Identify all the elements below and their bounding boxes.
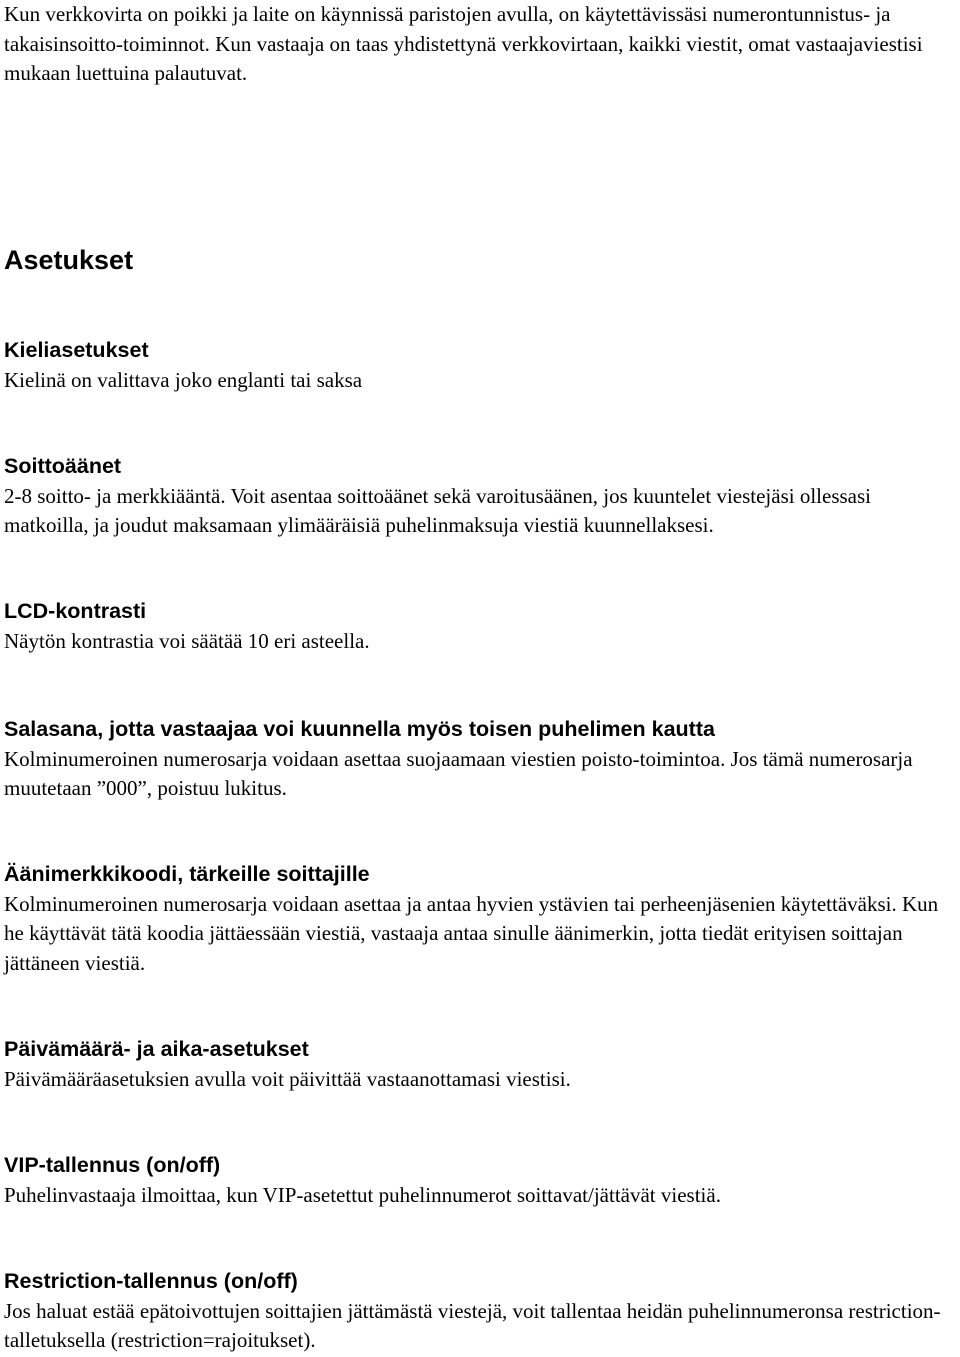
section-password (4, 715, 958, 804)
section-heading-password: Salasana, jotta vastaajaa voi kuunnella myös toisen puhelimen kautta (4, 717, 715, 741)
section-body-language: Kielinä on valittava joko englanti tai saksa (4, 367, 363, 392)
section-body-ringtones: 2-8 soitto- ja merkkiääntä. Voit asentaa soittoäänet sekä varoitusäänen, jos kuuntelet viestejäsi ollessasi matkoilla, ja joudut maksamaan ylimääräisiä puhelinmaksuja viestiä kuunnellaksesi. (4, 483, 871, 537)
section-date-time (4, 1035, 958, 1094)
section-body-beep-code: Kolminumeroinen numerosarja voidaan asettaa ja antaa hyvien ystävien tai perheenjäsenien käytettäväksi. Kun he käyttävät tätä koodia jättäessään viestiä, vastaaja antaa sinulle äänimerkin, jotta tiedät erityisen soittajan jättäneen viestiä. (4, 891, 939, 975)
section-body-password: Kolminumeroinen numerosarja voidaan asettaa suojaamaan viestien poisto-toimintoa. Jos tämä numerosarja muutetaan ”000”, poistuu lukitus. (4, 746, 913, 800)
section-vip (4, 1151, 958, 1210)
section-body-restriction: Jos haluat estää epätoivottujen soittajien jättämästä viestejä, voit tallentaa heidän puhelinnumeronsa restriction-talletuksella (restriction=rajoitukset). (4, 1298, 941, 1352)
main-heading-block (4, 244, 958, 276)
section-heading-vip: VIP-tallennus (on/off) (4, 1153, 221, 1177)
section-restriction (4, 1267, 958, 1356)
section-heading-beep-code: Äänimerkkikoodi, tärkeille soittajille (4, 862, 370, 886)
section-heading-lcd-contrast: LCD-kontrasti (4, 599, 147, 623)
main-heading: Asetukset (4, 245, 134, 275)
section-heading-restriction: Restriction-tallennus (on/off) (4, 1269, 298, 1293)
intro-paragraph: Kun verkkovirta on poikki ja laite on käynnissä paristojen avulla, on käytettävissäsi numerontunnistus- ja takaisinsoitto-toiminnot. Kun vastaaja on taas yhdistettynä verkkovirtaan, kaikki viestit, omat vastaajaviestisi mukaan luettuina palautuvat. (4, 2, 923, 85)
section-heading-date-time: Päivämäärä- ja aika-asetukset (4, 1037, 309, 1061)
section-body-date-time: Päivämääräasetuksien avulla voit päivittää vastaanottamasi viestisi. (4, 1066, 571, 1091)
section-beep-code (4, 860, 958, 978)
section-heading-language: Kieliasetukset (4, 338, 149, 362)
section-ringtones (4, 452, 958, 541)
section-language (4, 336, 958, 395)
section-heading-ringtones: Soittoäänet (4, 454, 122, 478)
section-body-vip: Puhelinvastaaja ilmoittaa, kun VIP-asetettut puhelinnumerot soittavat/jättävät viestiä. (4, 1182, 721, 1207)
intro-block (4, 0, 958, 89)
section-body-lcd-contrast: Näytön kontrastia voi säätää 10 eri asteella. (4, 628, 370, 653)
section-lcd-contrast (4, 597, 958, 656)
